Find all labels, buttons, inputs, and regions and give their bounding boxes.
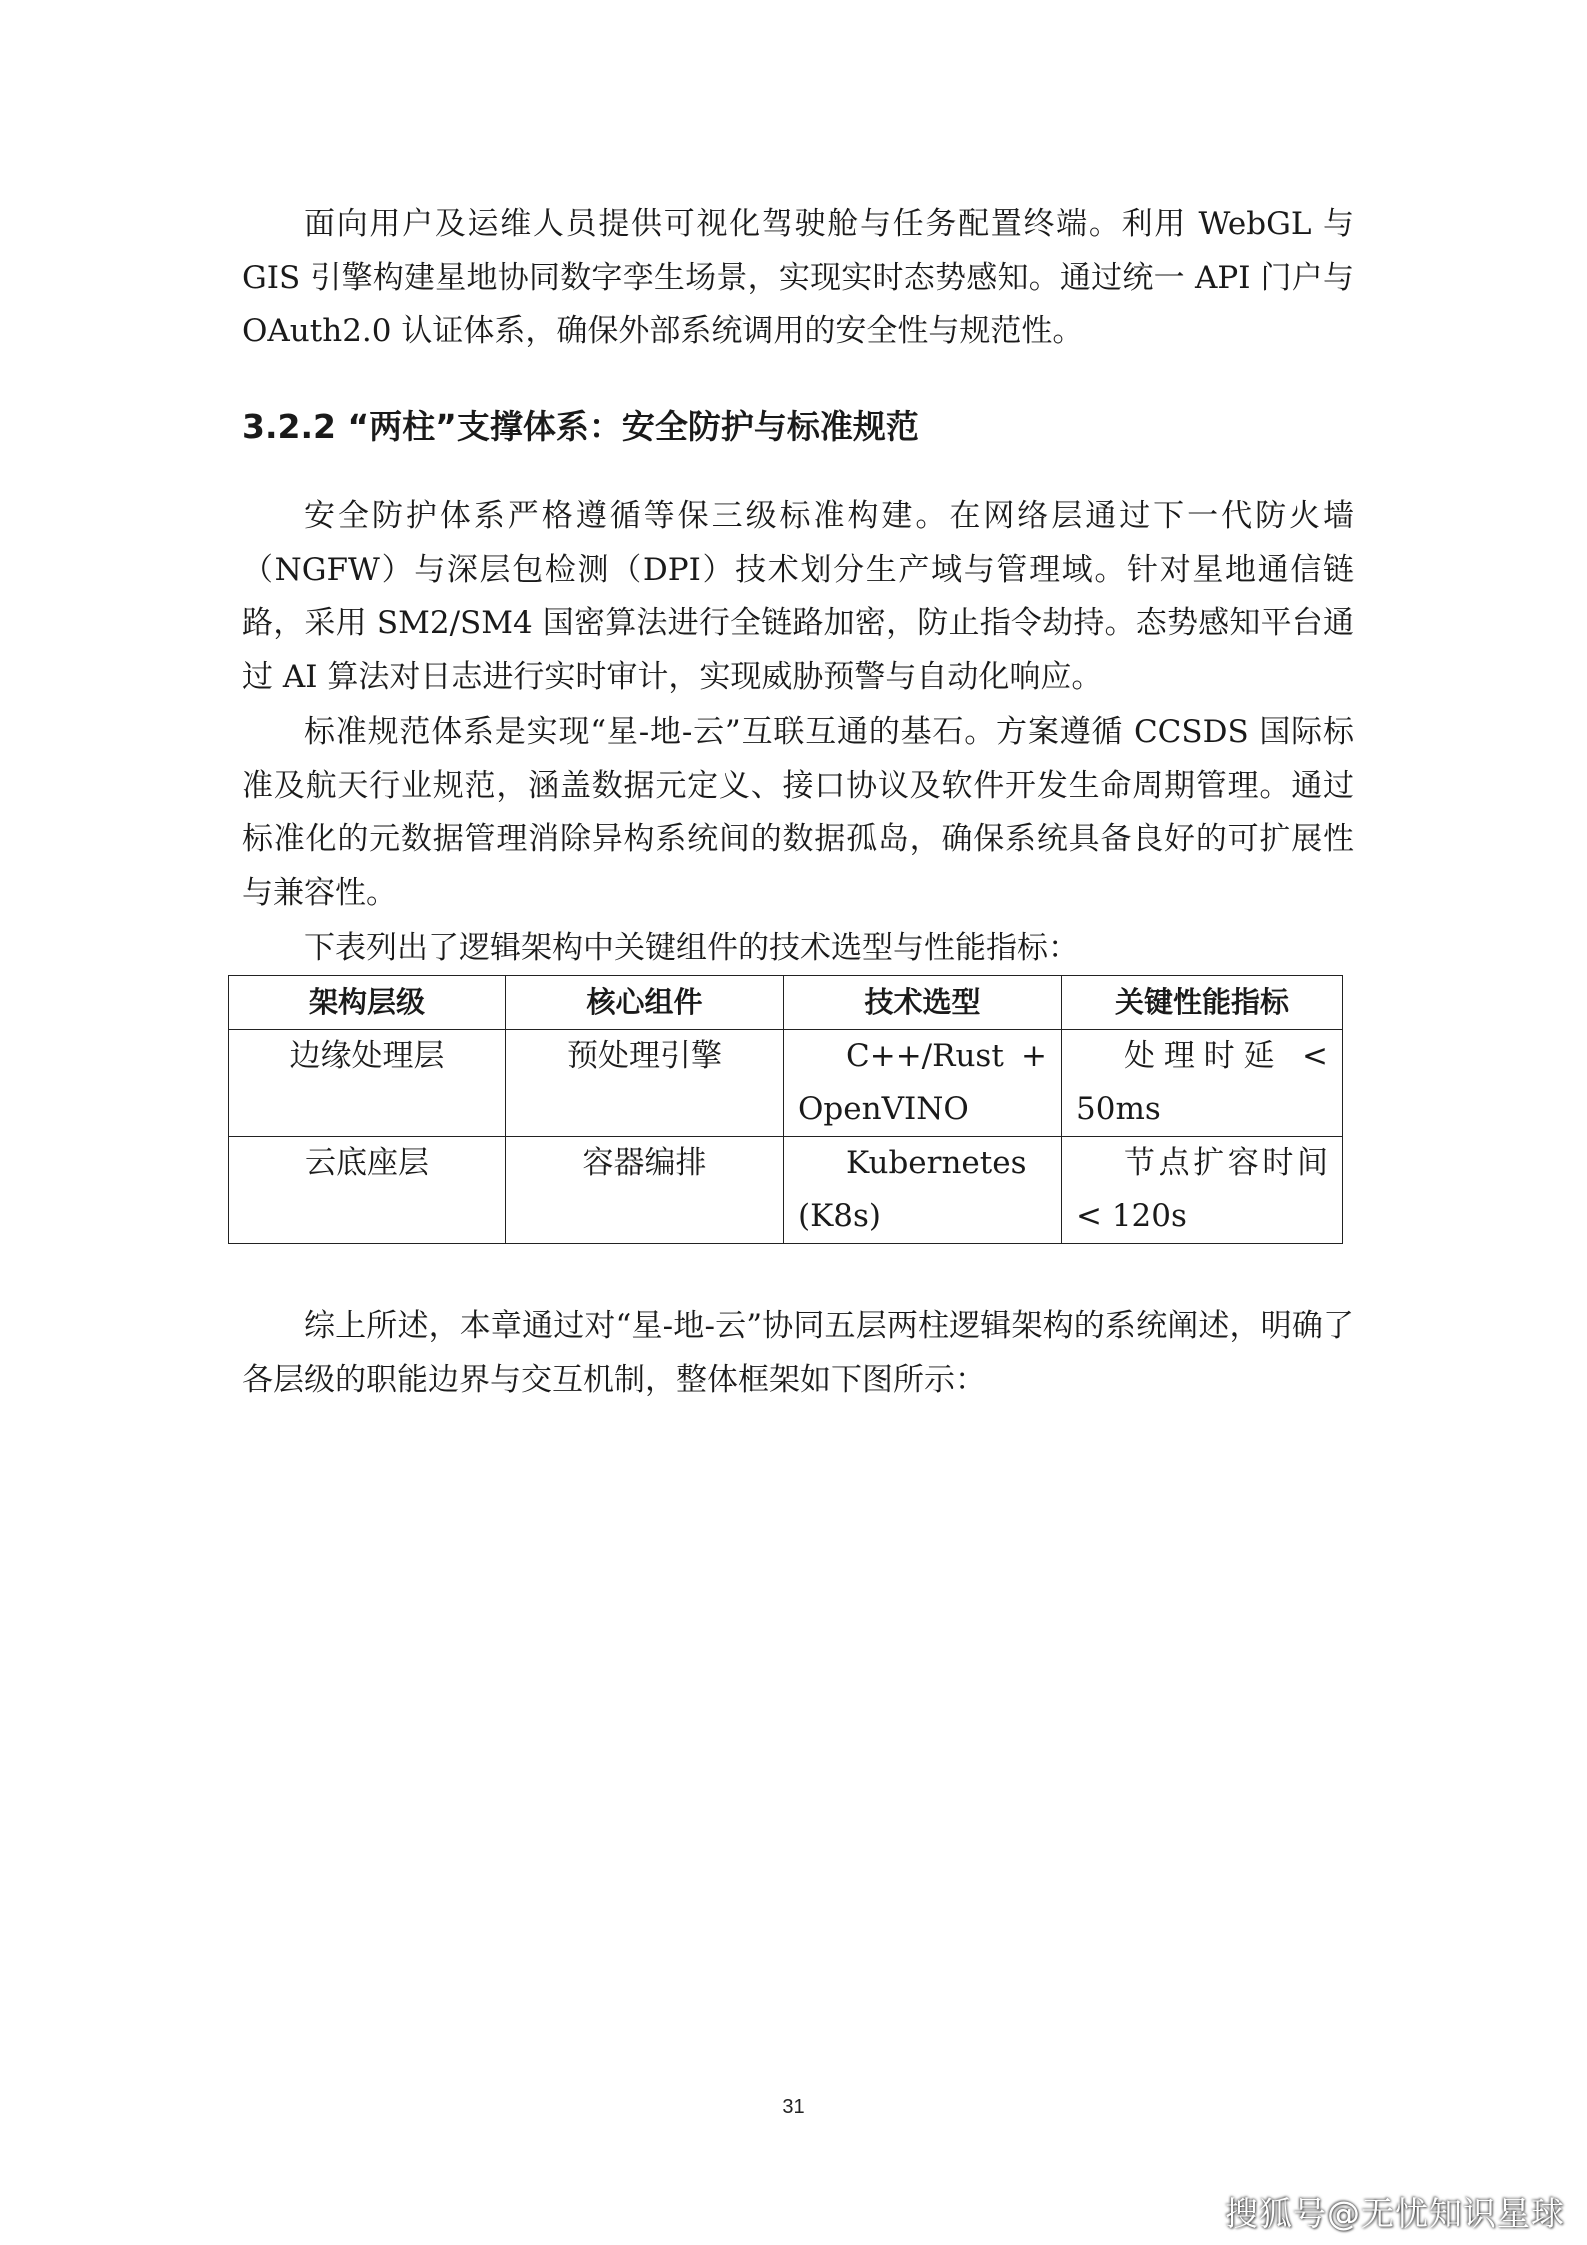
body-paragraph: 安全防护体系严格遵循等保三级标准构建。在网络层通过下一代防火墙（NGFW）与深层包检测（DPI）技术划分生产域与管理域。针对星地通信链路，采用 SM2/SM4 国密算法进行全链路加密，防止指令劫持。态势感知平台通过 AI 算法对日志进行实时审计，实现威胁预警与自动化响应。 (242, 498, 1354, 695)
table-row (229, 1137, 1343, 1244)
table-header-cell: 核心组件 (506, 976, 784, 1030)
table-header-cell: 关键性能指标 (1062, 976, 1343, 1030)
table-header-cell: 架构层级 (229, 976, 506, 1030)
page-number: 31 (782, 2096, 805, 2118)
table-cell: 预处理引擎 (506, 1030, 784, 1137)
section-heading: 3.2.2 “两柱”支撑体系：安全防护与标准规范 (242, 407, 919, 446)
table-cell: 节点扩容时间 < 120s (1062, 1137, 1343, 1244)
table-header-cell: 技术选型 (784, 976, 1062, 1030)
body-paragraph: 面向用户及运维人员提供可视化驾驶舱与任务配置终端。利用 WebGL 与 GIS 引擎构建星地协同数字孪生场景，实现实时态势感知。通过统一 API 门户与 OAuth2.0 认证体系，确保外部系统调用的安全性与规范性。 (242, 206, 1354, 349)
table-intro-text: 下表列出了逻辑架构中关键组件的技术选型与性能指标： (304, 930, 1079, 966)
table-cell: 容器编排 (506, 1137, 784, 1244)
table-header-row (229, 976, 1343, 1030)
table-cell: 边缘处理层 (229, 1030, 506, 1137)
table-row (229, 1030, 1343, 1137)
table-cell: C++/Rust + OpenVINO (784, 1030, 1062, 1137)
table-cell: 处理时延 < 50ms (1062, 1030, 1343, 1137)
body-paragraph: 标准规范体系是实现“星-地-云”互联互通的基石。方案遵循 CCSDS 国际标准及航天行业规范，涵盖数据元定义、接口协议及软件开发生命周期管理。通过标准化的元数据管理消除异构系统间的数据孤岛，确保系统具备良好的可扩展性与兼容性。 (242, 714, 1354, 911)
table-cell: Kubernetes (K8s) (784, 1137, 1062, 1244)
watermark: 搜狐号@无忧知识星球 (1225, 2194, 1565, 2233)
component-spec-table (228, 975, 1343, 1244)
table-cell: 云底座层 (229, 1137, 506, 1244)
body-paragraph: 综上所述，本章通过对“星-地-云”协同五层两柱逻辑架构的系统阐述，明确了各层级的职能边界与交互机制，整体框架如下图所示： (242, 1308, 1354, 1398)
